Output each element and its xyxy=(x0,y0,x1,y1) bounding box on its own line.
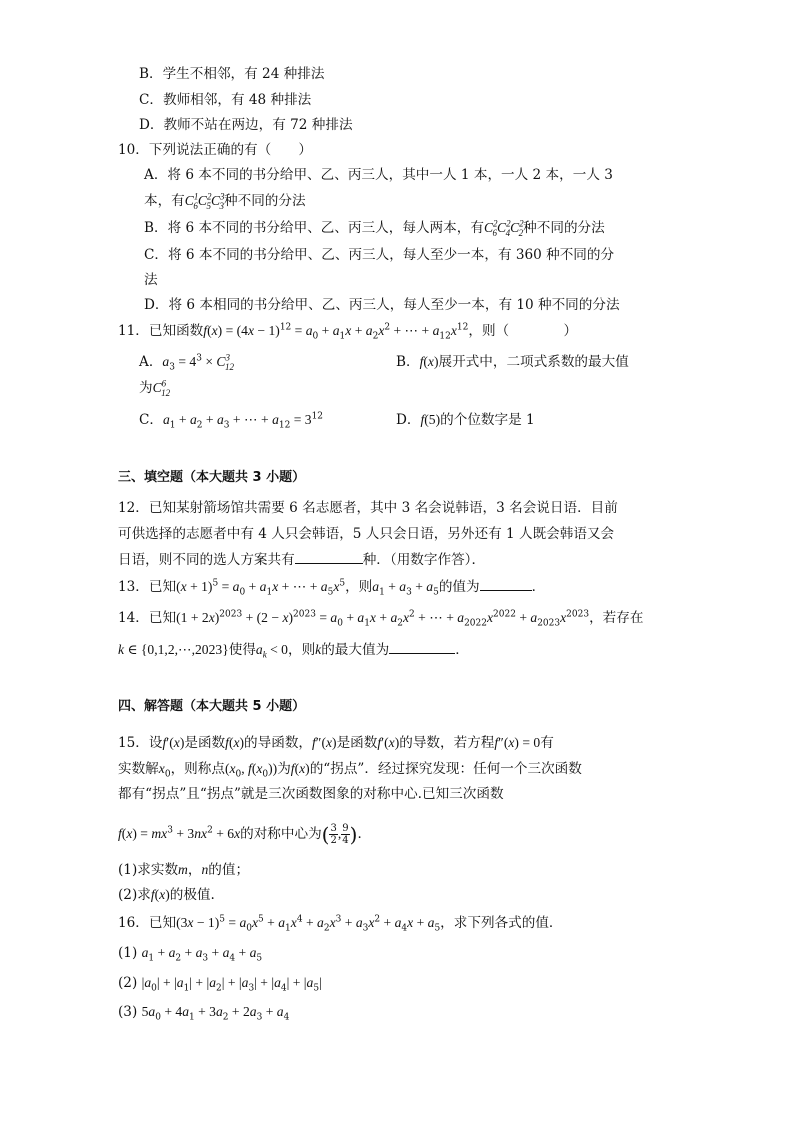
q11-option-d: D．f(5)的个位数字是 1 xyxy=(396,412,535,428)
q11-option-a: A．$a_3 = 4^3 \times C^3_{12}$ xyxy=(139,352,234,373)
q15-line1: 15．设f′(x)是函数f(x)的导函数，f″(x)是函数f′(x)的导数，若方程f″(x) = 0有 xyxy=(118,735,554,751)
q14-line2: k ∈ {0,1,2,⋯,2023}使得$a_k < 0$，则k的最大值为 ． xyxy=(118,639,469,660)
q15-sub1: (1)求实数m，n的值； xyxy=(118,862,250,878)
q13-answer-blank[interactable] xyxy=(480,576,532,591)
q10-option-c-line2: 法 xyxy=(144,272,158,288)
section-4-heading: 四、解答题（本大题共 5 小题） xyxy=(118,699,306,714)
q11-option-c: C．$a_1 + a_2 + a_3$ + ⋯ + $a_{12} = 3^{12}$ xyxy=(139,411,324,431)
q10-option-a-line1: A．将 6 本不同的书分给甲、乙、丙三人，其中一人 1 本，一人 2 本，一人 3 xyxy=(144,167,613,183)
q15-line4: $f(x) = mx^3 + 3nx^2 + 6x$的对称中心为( $\frac{3}{2}$ , $\frac{9}{4}$ )． xyxy=(118,822,372,847)
q10-a-formula: $C^1_6C^2_5C^3_3$ xyxy=(184,191,225,211)
q12-answer-blank[interactable] xyxy=(295,549,363,564)
q12-line2: 可供选择的志愿者中有 4 人只会韩语，5 人只会日语，另外还有 1 人既会韩语又会 xyxy=(118,526,615,542)
q10-option-d: D．将 6 本相同的书分给甲、乙、丙三人，每人至少一本，有 10 种不同的分法 xyxy=(144,297,620,313)
q10-option-a-line2: 本，有$C^1_6C^2_5C^3_3$种不同的分法 xyxy=(144,191,306,211)
q9-option-d: D．教师不站在两边，有 72 种排法 xyxy=(139,117,353,133)
q16-part3: (3) $5a_0 + 4a_1 + 3a_2 + 2a_3 + a_4$ xyxy=(118,1004,290,1023)
q9-option-b: B．学生不相邻，有 24 种排法 xyxy=(139,66,325,82)
q10-option-c-line1: C．将 6 本不同的书分给甲、乙、丙三人，每人至少一本，有 360 种不同的分 xyxy=(144,247,615,263)
q11-option-b-line2: 为$C^6_{12}$ xyxy=(139,378,171,398)
q12-line1: 12．已知某射箭场馆共需要 6 名志愿者，其中 3 名会说韩语，3 名会说日语．目前 xyxy=(118,500,618,516)
q10-option-b: B．将 6 本不同的书分给甲、乙、丙三人，每人两本，有$C^2_6C^2_4C^2_2$种不同的分法 xyxy=(144,218,605,238)
q11-stem: 11．已知函数$f(x) = (4x - 1)^{12} = a_0 + a_1x + a_2x^2$ + ⋯ + $a_{12}x^{12}$，则（ ） xyxy=(118,322,578,342)
q16-part2: (2) $|a_0| + |a_1| + |a_2| + |a_3| + |a_4| + |a_5|$ xyxy=(118,975,322,994)
q9-option-c: C．教师相邻，有 48 种排法 xyxy=(139,92,312,108)
q10-b-formula: $C^2_6C^2_4C^2_2$ xyxy=(483,218,524,238)
q14-line1: 14．已知$(1 + 2x)^{2023} + (2 - x)^{2023} = a_0 + a_1x + a_2x^2$ + ⋯ + $a_{2022}x^{2022} + a_{2023}x^{2023}$，若存在 xyxy=(118,609,644,629)
q15-line3: 都有“拐点”且“拐点”就是三次函数图象的对称中心.已知三次函数 xyxy=(118,786,504,802)
q14-answer-blank[interactable] xyxy=(389,639,455,654)
q11-formula: f xyxy=(203,323,208,338)
q15-line2: 实数解$x_0$，则称点($x_0$, $f(x_0)$)为f(x)的“拐点”．经过探究发现：任何一个三次函数 xyxy=(118,761,582,780)
q13: 13．已知$(x + 1)^5 = a_0 + a_1x$ + ⋯ + $a_5x^5$，则$a_1 + a_3 + a_5$的值为 ． xyxy=(118,576,545,597)
q12-line3: 日语，则不同的选人方案共有 种．（用数字作答）． xyxy=(118,549,485,570)
q15-sub2: (2)求f(x)的极值. xyxy=(118,887,215,903)
section-3-heading: 三、填空题（本大题共 3 小题） xyxy=(118,470,306,485)
q10-stem: 10．下列说法正确的有（ ） xyxy=(118,142,313,158)
q11-option-b: B．f(x)展开式中，二项式系数的最大值 xyxy=(396,354,629,370)
q16-stem: 16．已知$(3x - 1)^5 = a_0x^5 + a_1x^4 + a_2x^3 + a_3x^2 + a_4x + a_5$，求下列各式的值． xyxy=(118,914,563,934)
q16-part1: (1) $a_1 + a_2 + a_3 + a_4 + a_5$ xyxy=(118,945,263,964)
